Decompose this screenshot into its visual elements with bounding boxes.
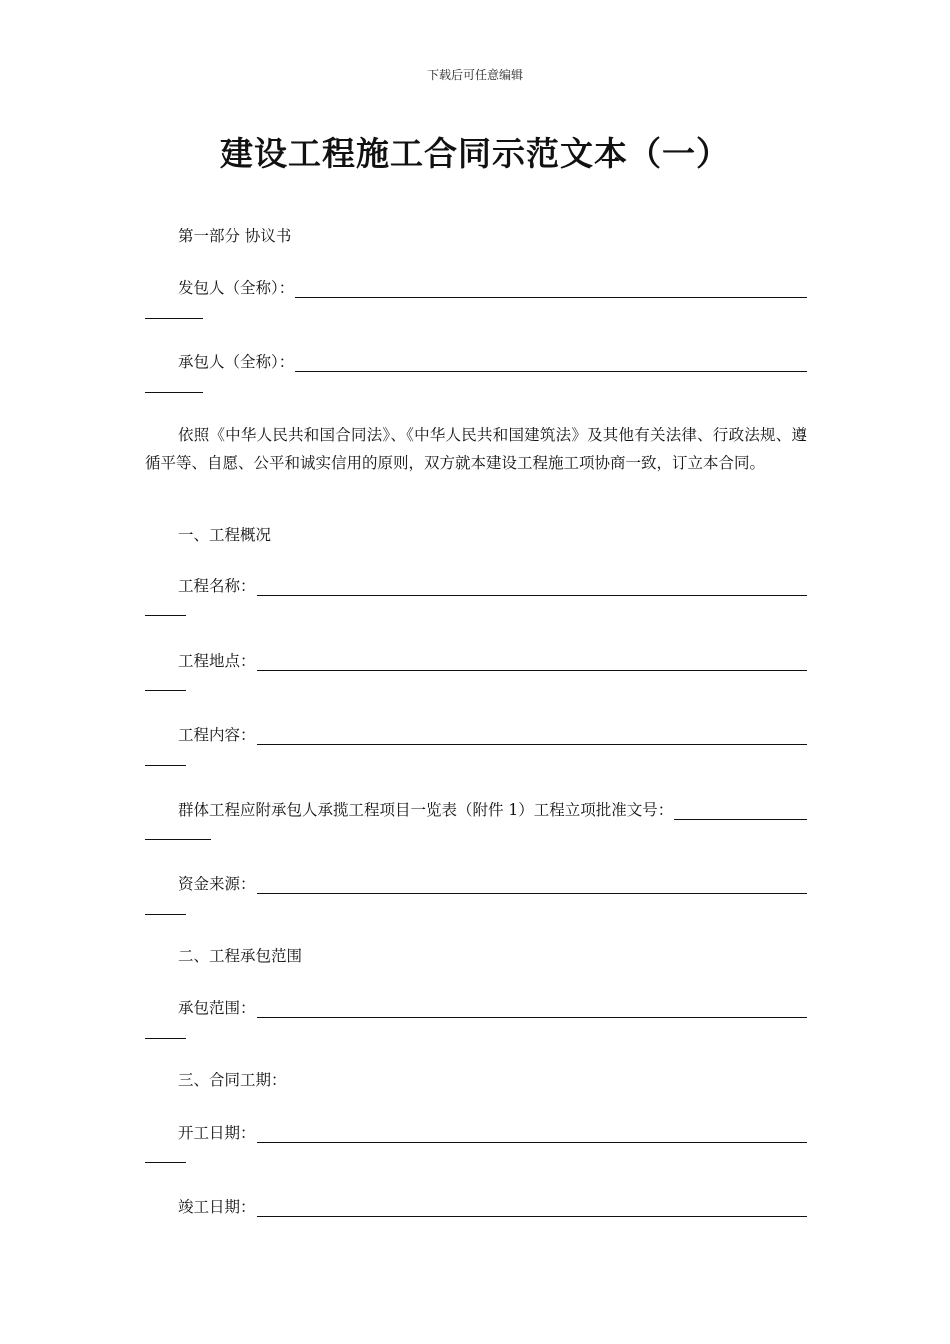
project-content-blank[interactable]	[257, 727, 807, 745]
employer-field[interactable]	[178, 276, 807, 298]
funding-source-label: 资金来源：	[178, 875, 256, 893]
completion-date-blank[interactable]	[257, 1199, 807, 1217]
funding-source-blank[interactable]	[257, 876, 807, 894]
project-name-field[interactable]	[178, 574, 807, 596]
employer-blank[interactable]	[295, 280, 807, 298]
contractor-label: 承包人（全称）：	[178, 353, 295, 371]
group-project-label: 群体工程应附承包人承揽工程项目一览表（附件 1）工程立项批准文号：	[178, 801, 674, 819]
funding-source-blank-continuation	[145, 913, 186, 915]
contractor-blank-continuation	[145, 391, 203, 393]
intro-paragraph: 依照《中华人民共和国合同法》、《中华人民共和国建筑法》及其他有关法律、行政法规、遵循平等、自愿、公平和诚实信用的原则，双方就本建设工程施工项协商一致，订立本合同。	[145, 426, 807, 472]
scope-blank-continuation	[145, 1037, 186, 1039]
scope-field[interactable]	[178, 996, 807, 1018]
section2-heading: 二、工程承包范围	[178, 947, 303, 965]
part-heading: 第一部分 协议书	[178, 227, 292, 245]
project-location-label: 工程地点：	[178, 652, 256, 670]
project-content-blank-continuation	[145, 764, 186, 766]
project-content-label: 工程内容：	[178, 726, 256, 744]
project-name-blank[interactable]	[257, 578, 807, 596]
approval-number-blank-continuation	[145, 838, 211, 840]
header-note: 下载后可任意编辑	[426, 68, 523, 82]
approval-number-field[interactable]	[178, 798, 807, 820]
project-name-blank-continuation	[145, 614, 186, 616]
document-title: 建设工程施工合同示范文本（一）	[220, 134, 730, 173]
project-location-field[interactable]	[178, 649, 807, 671]
employer-label: 发包人（全称）：	[178, 279, 295, 297]
project-location-blank-continuation	[145, 689, 186, 691]
employer-blank-continuation	[145, 317, 203, 319]
completion-date-label: 竣工日期：	[178, 1198, 256, 1216]
section1-heading: 一、工程概况	[178, 526, 272, 544]
start-date-blank[interactable]	[257, 1125, 807, 1143]
start-date-label: 开工日期：	[178, 1124, 256, 1142]
contractor-field[interactable]	[178, 350, 807, 372]
completion-date-field[interactable]	[178, 1195, 807, 1217]
start-date-blank-continuation	[145, 1161, 186, 1163]
start-date-field[interactable]	[178, 1121, 807, 1143]
project-name-label: 工程名称：	[178, 577, 256, 595]
scope-label: 承包范围：	[178, 999, 256, 1017]
funding-source-field[interactable]	[178, 872, 807, 894]
project-content-field[interactable]	[178, 723, 807, 745]
approval-number-blank[interactable]	[674, 802, 807, 820]
contractor-blank[interactable]	[295, 354, 807, 372]
scope-blank[interactable]	[257, 1000, 807, 1018]
project-location-blank[interactable]	[257, 653, 807, 671]
section3-heading: 三、合同工期：	[178, 1071, 287, 1089]
